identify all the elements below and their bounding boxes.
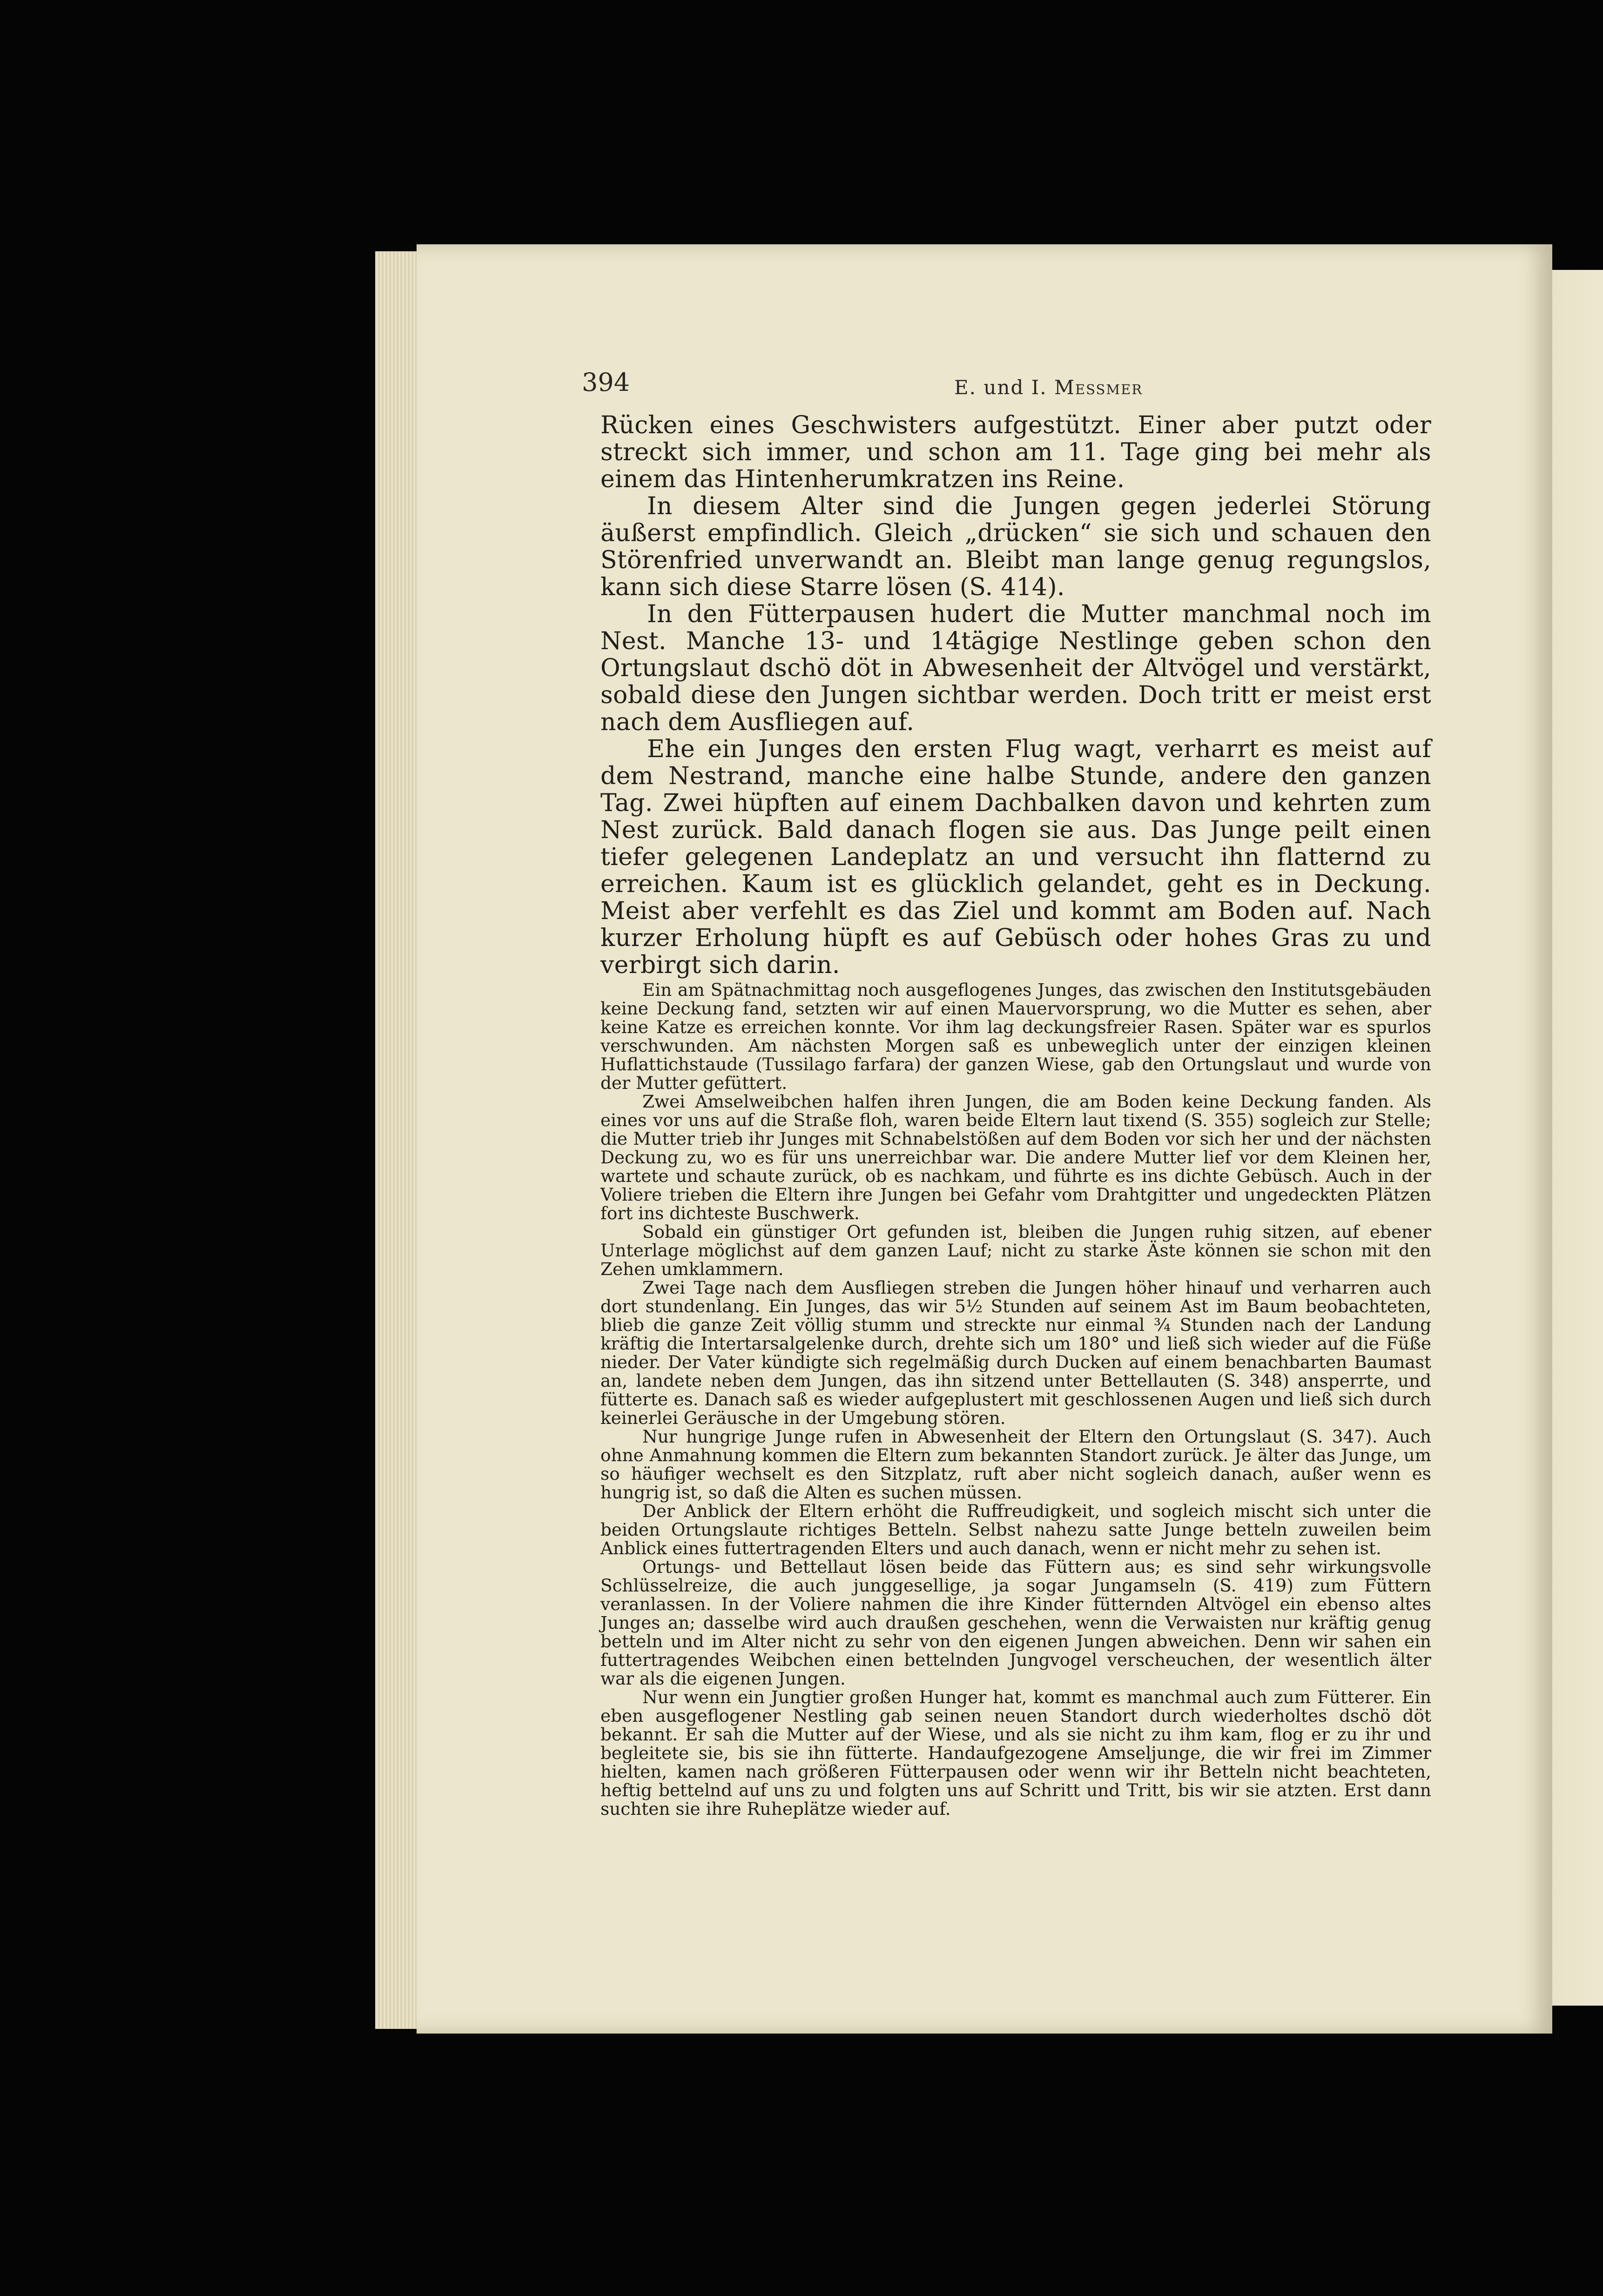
book-page	[417, 244, 1552, 2034]
paragraph: Ehe ein Junges den ersten Flug wagt, verharrt es meist auf dem Nestrand, manche eine halbe Stunde, andere den ganzen Tag. Zwei hüpften auf einem Dachbalken davon und kehrten zum Nest zurück. Bald danach flogen sie aus. Das Junge peilt einen tiefer gelegenen Landeplatz an und versucht ihn flatternd zu erreichen. Kaum ist es glücklich gelandet, geht es in Deckung. Meist aber verfehlt es das Ziel und kommt am Boden auf. Nach kurzer Erholung hüpft es auf Gebüsch oder hohes Gras zu und verbirgt sich darin.	[600, 735, 1431, 979]
main-text-block	[600, 412, 1431, 979]
small-paragraph: Ein am Spätnachmittag noch ausgeflogenes Junges, das zwischen den Institutsgebäuden keine Deckung fand, setzten wir auf einen Mauervorsprung, wo die Mutter es sehen, aber keine Katze es erreichen konnte. Vor ihm lag deckungsfreier Rasen. Später war es spurlos verschwunden. Am nächsten Morgen saß es unbeweglich unter der einzigen kleinen Huflattichstaude (Tussilago farfara) der ganzen Wiese, gab den Ortungslaut und wurde von der Mutter gefüttert.	[600, 980, 1431, 1093]
small-paragraph: Nur hungrige Junge rufen in Abwesenheit der Eltern den Ortungslaut (S. 347). Auch ohne Anmahnung kommen die Eltern zum bekannten Standort zurück. Je älter das Junge, um so häufiger wechselt es den Sitzplatz, ruft aber nicht sogleich danach, außer wenn es hungrig ist, so daß die Alten es suchen müssen.	[600, 1426, 1431, 1503]
body-text	[600, 412, 1431, 1818]
small-paragraph: Zwei Tage nach dem Ausfliegen streben die Jungen höher hinauf und verharren auch dort stundenlang. Ein Junges, das wir 5½ Stunden auf seinem Ast im Baum beobachteten, blieb die ganze Zeit völlig stumm und streckte nur einmal ¾ Stunden nach der Landung kräftig die Intertarsalgelenke durch, drehte sich um 180° und ließ sich wieder auf die Füße nieder. Der Vater kündigte sich regelmäßig durch Ducken auf einem benachbarten Baumast an, landete neben dem Jungen, das ihn sitzend unter Bettellauten (S. 348) ansperrte, und fütterte es. Danach saß es wieder aufgeplustert mit geschlossenen Augen und ließ sich durch keinerlei Geräusche in der Umgebung stören.	[600, 1277, 1431, 1428]
book-page-edges	[375, 251, 420, 2029]
small-paragraph: Der Anblick der Eltern erhöht die Ruffreudigkeit, und sogleich mischt sich unter die beiden Ortungslaute richtiges Betteln. Selbst nahezu satte Junge betteln zuweilen beim Anblick eines futtertragenden Elters und auch danach, wenn er nicht mehr zu sehen ist.	[600, 1501, 1431, 1558]
small-paragraph: Zwei Amselweibchen halfen ihren Jungen, die am Boden keine Deckung fanden. Als eines vor uns auf die Straße floh, waren beide Eltern laut tixend (S. 355) sogleich zur Stelle; die Mutter trieb ihr Junges mit Schnabelstößen auf dem Boden vor sich her und der nächsten Deckung zu, wo es für uns unerreichbar war. Die andere Mutter lief vor dem Kleinen her, wartete und schaute zurück, ob es nachkam, und führte es ins dichte Gebüsch. Auch in der Voliere trieben die Eltern ihre Jungen bei Gefahr vom Drahtgitter und ungedeckten Plätzen fort ins dichteste Buschwerk.	[600, 1091, 1431, 1223]
paragraph: In den Fütterpausen hudert die Mutter manchmal noch im Nest. Manche 13- und 14tägige Nestlinge geben schon den Ortungslaut dschö döt in Abwesenheit der Altvögel und verstärkt, sobald diese den Jungen sichtbar werden. Doch tritt er meist erst nach dem Ausfliegen auf.	[600, 600, 1431, 736]
author-prefix: E. und I.	[954, 376, 1054, 399]
small-paragraph: Sobald ein günstiger Ort gefunden ist, bleiben die Jungen ruhig sitzen, auf ebener Unterlage möglichst auf dem ganzen Lauf; nicht zu starke Äste können sie schon mit den Zehen umklammern.	[600, 1222, 1431, 1279]
page-number: 394	[582, 368, 630, 397]
paragraph: Rücken eines Geschwisters aufgestützt. Einer aber putzt oder streckt sich immer, und schon am 11. Tage ging bei mehr als einem das Hintenherumkratzen ins Reine.	[600, 411, 1431, 493]
small-paragraph: Nur wenn ein Jungtier großen Hunger hat, kommt es manchmal auch zum Fütterer. Ein eben ausgeflogener Nestling gab seinen neuen Standort durch wiederholtes dschö döt bekannt. Er sah die Mutter auf der Wiese, und als sie nicht zu ihm kam, flog er zu ihr und begleitete sie, bis sie ihn fütterte. Handaufgezogene Amseljunge, die wir frei im Zimmer hielten, kamen nach größeren Fütterpausen oder wenn wir ihr Betteln nicht beachteten, heftig bettelnd auf uns zu und folgten uns auf Schritt und Tritt, bis wir sie atzten. Erst dann suchten sie ihre Ruheplätze wieder auf.	[600, 1687, 1431, 1819]
author-name: Messmer	[1054, 376, 1143, 399]
small-paragraph: Ortungs- und Bettellaut lösen beide das Füttern aus; es sind sehr wirkungsvolle Schlüsselreize, die auch junggesellige, ja sogar Jungamseln (S. 419) zum Füttern veranlassen. In der Voliere nahmen die ihre Kinder fütternden Altvögel ein ebenso altes Junges an; dasselbe wird auch draußen geschehen, wenn die Verwaisten nur kräftig genug betteln und im Alter nicht zu sehr von den eigenen Jungen abweichen. Denn wir sahen ein futtertragendes Weibchen einen bettelnden Jungvogel verscheuchen, der wesentlich älter war als die eigenen Jungen.	[600, 1557, 1431, 1689]
running-head	[417, 244, 1552, 399]
small-print-block	[600, 980, 1431, 1818]
author-line	[954, 376, 1143, 399]
paragraph: In diesem Alter sind die Jungen gegen jederlei Störung äußerst empfindlich. Gleich „drücken“ sie sich und schauen den Störenfried unverwandt an. Bleibt man lange genug regungslos, kann sich diese Starre lösen (S. 414).	[600, 492, 1431, 601]
